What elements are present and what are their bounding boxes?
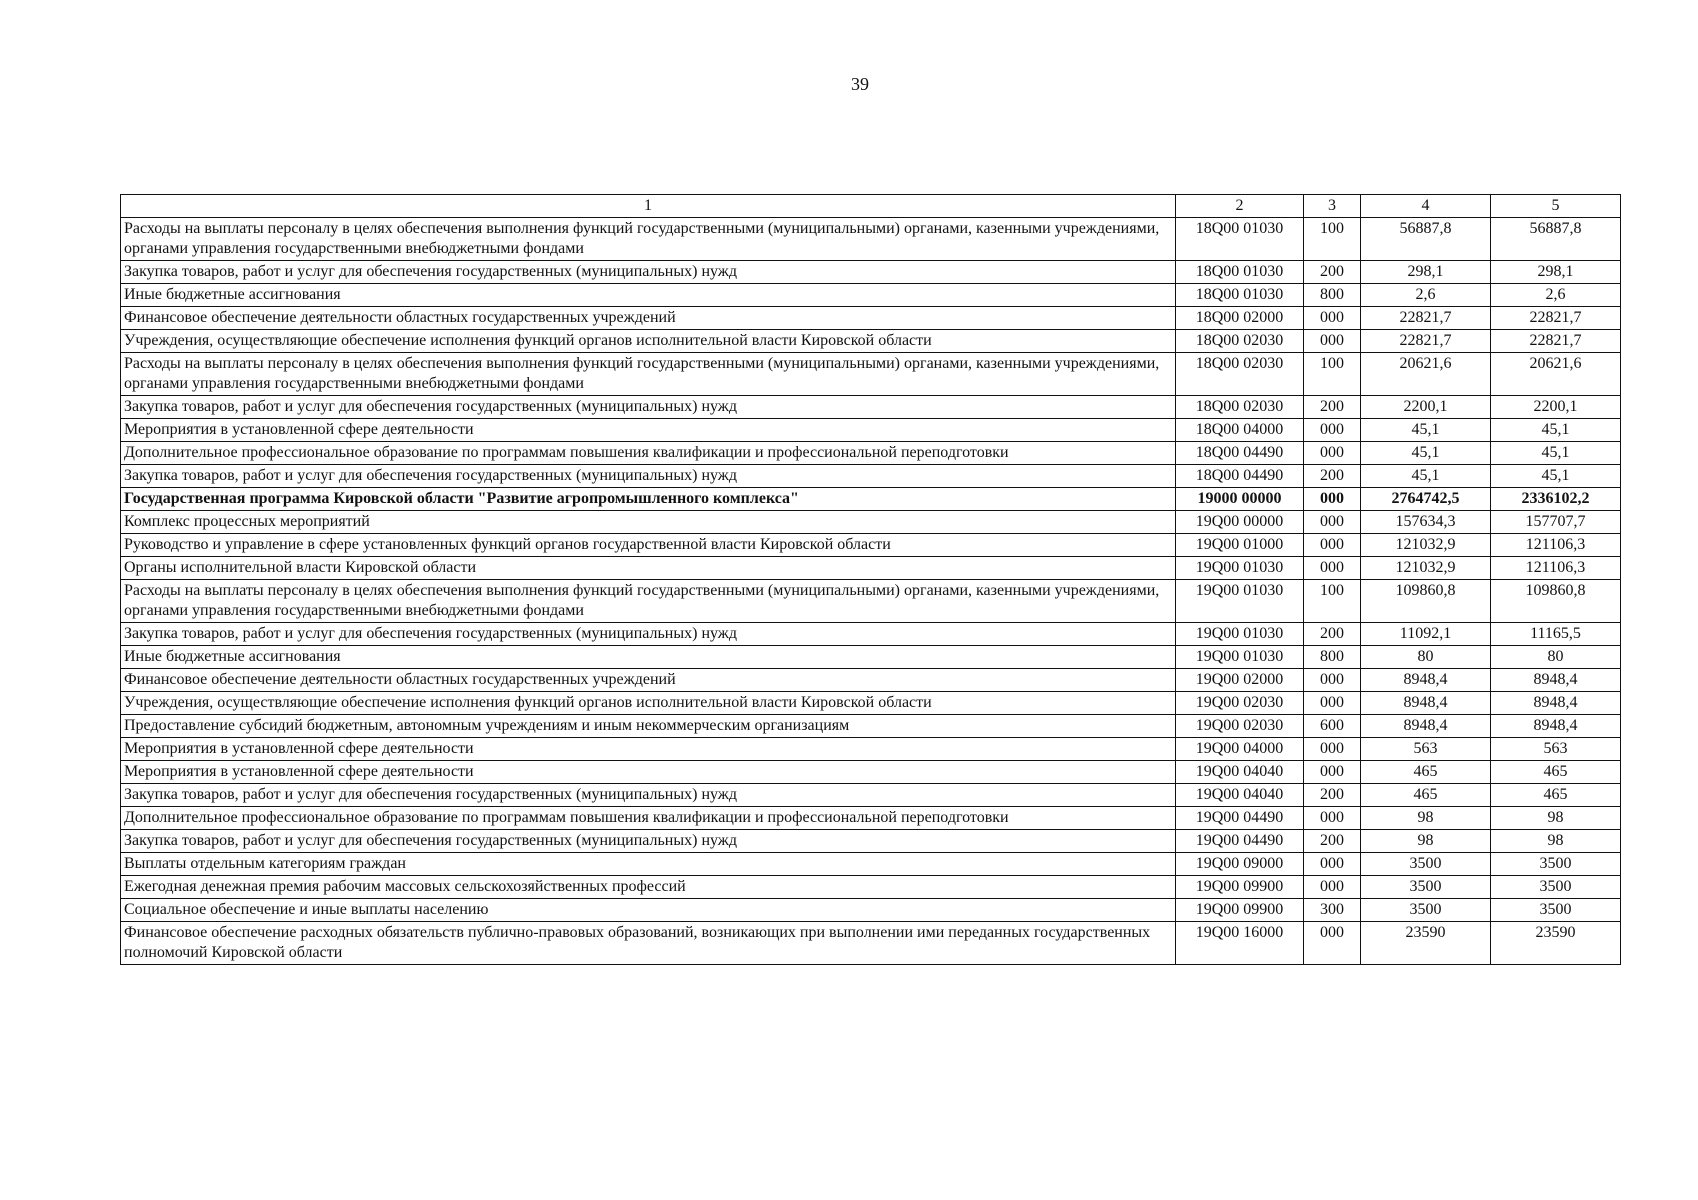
row-expense-type: 000 [1304, 488, 1361, 511]
table-row [121, 488, 1621, 511]
row-expense-type: 000 [1304, 511, 1361, 534]
table-row [121, 761, 1621, 784]
table-row [121, 442, 1621, 465]
table-row [121, 853, 1621, 876]
row-name: Социальное обеспечение и иные выплаты населению [121, 899, 1176, 922]
row-name: Расходы на выплаты персоналу в целях обеспечения выполнения функций государственными (муниципальными) органами, казенными учреждениями, органами управления государственными внебюджетными фондами [121, 353, 1176, 396]
row-name: Иные бюджетные ассигнования [121, 646, 1176, 669]
row-value-col4: 45,1 [1361, 465, 1491, 488]
row-value-col4: 298,1 [1361, 261, 1491, 284]
row-value-col4: 157634,3 [1361, 511, 1491, 534]
row-value-col5: 98 [1491, 807, 1621, 830]
row-value-col4: 45,1 [1361, 442, 1491, 465]
row-value-col5: 465 [1491, 761, 1621, 784]
row-code: 19Q00 09900 [1176, 876, 1304, 899]
table-row [121, 557, 1621, 580]
table-header-row [121, 195, 1621, 218]
row-value-col5: 8948,4 [1491, 715, 1621, 738]
table-row [121, 284, 1621, 307]
row-expense-type: 000 [1304, 807, 1361, 830]
table-row [121, 511, 1621, 534]
row-name: Дополнительное профессиональное образование по программам повышения квалификации и профессиональной переподготовки [121, 807, 1176, 830]
row-expense-type: 200 [1304, 465, 1361, 488]
column-header: 2 [1176, 195, 1304, 218]
row-expense-type: 000 [1304, 738, 1361, 761]
row-value-col5: 3500 [1491, 899, 1621, 922]
table-row [121, 353, 1621, 396]
row-expense-type: 000 [1304, 853, 1361, 876]
row-value-col5: 3500 [1491, 853, 1621, 876]
row-code: 18Q00 01030 [1176, 284, 1304, 307]
row-value-col4: 80 [1361, 646, 1491, 669]
row-expense-type: 000 [1304, 876, 1361, 899]
row-value-col5: 2,6 [1491, 284, 1621, 307]
row-value-col5: 22821,7 [1491, 330, 1621, 353]
table-row [121, 738, 1621, 761]
row-value-col5: 298,1 [1491, 261, 1621, 284]
row-expense-type: 800 [1304, 646, 1361, 669]
row-name: Мероприятия в установленной сфере деятельности [121, 738, 1176, 761]
row-expense-type: 100 [1304, 580, 1361, 623]
row-value-col5: 20621,6 [1491, 353, 1621, 396]
row-code: 19Q00 01030 [1176, 646, 1304, 669]
row-value-col4: 22821,7 [1361, 307, 1491, 330]
row-code: 19Q00 04040 [1176, 784, 1304, 807]
row-code: 19Q00 00000 [1176, 511, 1304, 534]
row-name: Финансовое обеспечение деятельности областных государственных учреждений [121, 669, 1176, 692]
table-row [121, 580, 1621, 623]
row-expense-type: 200 [1304, 261, 1361, 284]
row-value-col5: 157707,7 [1491, 511, 1621, 534]
row-value-col4: 2200,1 [1361, 396, 1491, 419]
row-value-col5: 2336102,2 [1491, 488, 1621, 511]
row-value-col5: 2200,1 [1491, 396, 1621, 419]
row-expense-type: 000 [1304, 692, 1361, 715]
row-value-col5: 45,1 [1491, 442, 1621, 465]
row-code: 19Q00 01030 [1176, 580, 1304, 623]
table-row [121, 876, 1621, 899]
row-value-col4: 109860,8 [1361, 580, 1491, 623]
table-row [121, 261, 1621, 284]
row-name: Финансовое обеспечение деятельности областных государственных учреждений [121, 307, 1176, 330]
row-expense-type: 200 [1304, 623, 1361, 646]
page-number: 39 [851, 74, 869, 94]
row-code: 19Q00 01000 [1176, 534, 1304, 557]
row-name: Расходы на выплаты персоналу в целях обеспечения выполнения функций государственными (муниципальными) органами, казенными учреждениями, органами управления государственными внебюджетными фондами [121, 218, 1176, 261]
row-value-col4: 23590 [1361, 922, 1491, 965]
row-value-col5: 465 [1491, 784, 1621, 807]
row-expense-type: 000 [1304, 669, 1361, 692]
table-row [121, 646, 1621, 669]
row-name: Закупка товаров, работ и услуг для обеспечения государственных (муниципальных) нужд [121, 261, 1176, 284]
row-name: Иные бюджетные ассигнования [121, 284, 1176, 307]
table-row [121, 465, 1621, 488]
row-value-col4: 98 [1361, 807, 1491, 830]
row-value-col4: 2764742,5 [1361, 488, 1491, 511]
table-row [121, 784, 1621, 807]
row-value-col4: 121032,9 [1361, 557, 1491, 580]
row-expense-type: 000 [1304, 761, 1361, 784]
row-expense-type: 000 [1304, 534, 1361, 557]
row-expense-type: 200 [1304, 830, 1361, 853]
row-value-col4: 2,6 [1361, 284, 1491, 307]
row-code: 19Q00 16000 [1176, 922, 1304, 965]
row-name: Руководство и управление в сфере установленных функций органов государственной власти Кировской области [121, 534, 1176, 557]
row-value-col4: 8948,4 [1361, 692, 1491, 715]
row-code: 19Q00 09900 [1176, 899, 1304, 922]
row-code: 19Q00 04490 [1176, 830, 1304, 853]
table-row [121, 623, 1621, 646]
row-name: Финансовое обеспечение расходных обязательств публично-правовых образований, возникающих при выполнении ими переданных государственных полномочий Кировской области [121, 922, 1176, 965]
table-row [121, 534, 1621, 557]
row-code: 18Q00 02030 [1176, 330, 1304, 353]
row-name: Закупка товаров, работ и услуг для обеспечения государственных (муниципальных) нужд [121, 396, 1176, 419]
table-row [121, 330, 1621, 353]
row-value-col5: 23590 [1491, 922, 1621, 965]
row-value-col4: 45,1 [1361, 419, 1491, 442]
row-expense-type: 200 [1304, 396, 1361, 419]
table-row [121, 218, 1621, 261]
row-code: 18Q00 04490 [1176, 442, 1304, 465]
row-expense-type: 000 [1304, 419, 1361, 442]
row-code: 19Q00 02000 [1176, 669, 1304, 692]
row-value-col4: 8948,4 [1361, 715, 1491, 738]
row-value-col5: 45,1 [1491, 465, 1621, 488]
table-row [121, 899, 1621, 922]
row-name: Расходы на выплаты персоналу в целях обеспечения выполнения функций государственными (муниципальными) органами, казенными учреждениями, органами управления государственными внебюджетными фондами [121, 580, 1176, 623]
row-name: Предоставление субсидий бюджетным, автономным учреждениям и иным некоммерческим организациям [121, 715, 1176, 738]
column-header: 1 [121, 195, 1176, 218]
row-value-col4: 98 [1361, 830, 1491, 853]
budget-table [120, 194, 1621, 965]
column-header: 3 [1304, 195, 1361, 218]
row-code: 18Q00 02030 [1176, 396, 1304, 419]
row-code: 19Q00 04000 [1176, 738, 1304, 761]
row-expense-type: 000 [1304, 442, 1361, 465]
row-code: 19Q00 09000 [1176, 853, 1304, 876]
row-value-col5: 98 [1491, 830, 1621, 853]
row-value-col4: 3500 [1361, 876, 1491, 899]
row-value-col5: 80 [1491, 646, 1621, 669]
row-expense-type: 000 [1304, 922, 1361, 965]
row-code: 18Q00 01030 [1176, 218, 1304, 261]
row-value-col4: 11092,1 [1361, 623, 1491, 646]
row-value-col4: 563 [1361, 738, 1491, 761]
row-value-col4: 20621,6 [1361, 353, 1491, 396]
row-name: Органы исполнительной власти Кировской области [121, 557, 1176, 580]
table-row [121, 830, 1621, 853]
row-value-col5: 56887,8 [1491, 218, 1621, 261]
row-name: Закупка товаров, работ и услуг для обеспечения государственных (муниципальных) нужд [121, 830, 1176, 853]
table-row [121, 307, 1621, 330]
row-name: Закупка товаров, работ и услуг для обеспечения государственных (муниципальных) нужд [121, 465, 1176, 488]
row-code: 18Q00 01030 [1176, 261, 1304, 284]
table-row [121, 715, 1621, 738]
row-value-col4: 3500 [1361, 899, 1491, 922]
row-value-col4: 465 [1361, 784, 1491, 807]
row-code: 18Q00 02030 [1176, 353, 1304, 396]
table-body [121, 218, 1621, 965]
table-row [121, 922, 1621, 965]
row-value-col5: 3500 [1491, 876, 1621, 899]
row-value-col5: 8948,4 [1491, 692, 1621, 715]
row-expense-type: 000 [1304, 330, 1361, 353]
row-name: Мероприятия в установленной сфере деятельности [121, 761, 1176, 784]
row-value-col5: 121106,3 [1491, 557, 1621, 580]
row-code: 18Q00 02000 [1176, 307, 1304, 330]
row-code: 18Q00 04490 [1176, 465, 1304, 488]
row-expense-type: 000 [1304, 557, 1361, 580]
row-name: Ежегодная денежная премия рабочим массовых сельскохозяйственных профессий [121, 876, 1176, 899]
row-value-col4: 8948,4 [1361, 669, 1491, 692]
row-expense-type: 300 [1304, 899, 1361, 922]
column-header: 5 [1491, 195, 1621, 218]
row-name: Закупка товаров, работ и услуг для обеспечения государственных (муниципальных) нужд [121, 623, 1176, 646]
row-value-col5: 121106,3 [1491, 534, 1621, 557]
row-expense-type: 800 [1304, 284, 1361, 307]
row-value-col4: 121032,9 [1361, 534, 1491, 557]
row-value-col5: 563 [1491, 738, 1621, 761]
row-code: 19Q00 02030 [1176, 692, 1304, 715]
row-name: Учреждения, осуществляющие обеспечение исполнения функций органов исполнительной власти Кировской области [121, 330, 1176, 353]
row-name: Учреждения, осуществляющие обеспечение исполнения функций органов исполнительной власти Кировской области [121, 692, 1176, 715]
table-row [121, 396, 1621, 419]
row-name: Закупка товаров, работ и услуг для обеспечения государственных (муниципальных) нужд [121, 784, 1176, 807]
row-value-col5: 109860,8 [1491, 580, 1621, 623]
row-code: 19000 00000 [1176, 488, 1304, 511]
row-value-col5: 11165,5 [1491, 623, 1621, 646]
table-row [121, 807, 1621, 830]
table-row [121, 692, 1621, 715]
row-code: 19Q00 01030 [1176, 557, 1304, 580]
row-code: 19Q00 01030 [1176, 623, 1304, 646]
row-expense-type: 200 [1304, 784, 1361, 807]
row-expense-type: 100 [1304, 353, 1361, 396]
row-expense-type: 000 [1304, 307, 1361, 330]
row-name: Дополнительное профессиональное образование по программам повышения квалификации и профессиональной переподготовки [121, 442, 1176, 465]
row-value-col5: 45,1 [1491, 419, 1621, 442]
row-value-col4: 465 [1361, 761, 1491, 784]
row-value-col4: 22821,7 [1361, 330, 1491, 353]
row-code: 19Q00 04040 [1176, 761, 1304, 784]
row-code: 19Q00 02030 [1176, 715, 1304, 738]
row-code: 18Q00 04000 [1176, 419, 1304, 442]
table-row [121, 669, 1621, 692]
row-name: Мероприятия в установленной сфере деятельности [121, 419, 1176, 442]
row-name: Комплекс процессных мероприятий [121, 511, 1176, 534]
row-value-col4: 56887,8 [1361, 218, 1491, 261]
column-header: 4 [1361, 195, 1491, 218]
table-row [121, 419, 1621, 442]
row-name: Государственная программа Кировской области "Развитие агропромышленного комплекса" [121, 488, 1176, 511]
row-value-col4: 3500 [1361, 853, 1491, 876]
row-expense-type: 100 [1304, 218, 1361, 261]
row-expense-type: 600 [1304, 715, 1361, 738]
row-name: Выплаты отдельным категориям граждан [121, 853, 1176, 876]
row-code: 19Q00 04490 [1176, 807, 1304, 830]
row-value-col5: 8948,4 [1491, 669, 1621, 692]
row-value-col5: 22821,7 [1491, 307, 1621, 330]
